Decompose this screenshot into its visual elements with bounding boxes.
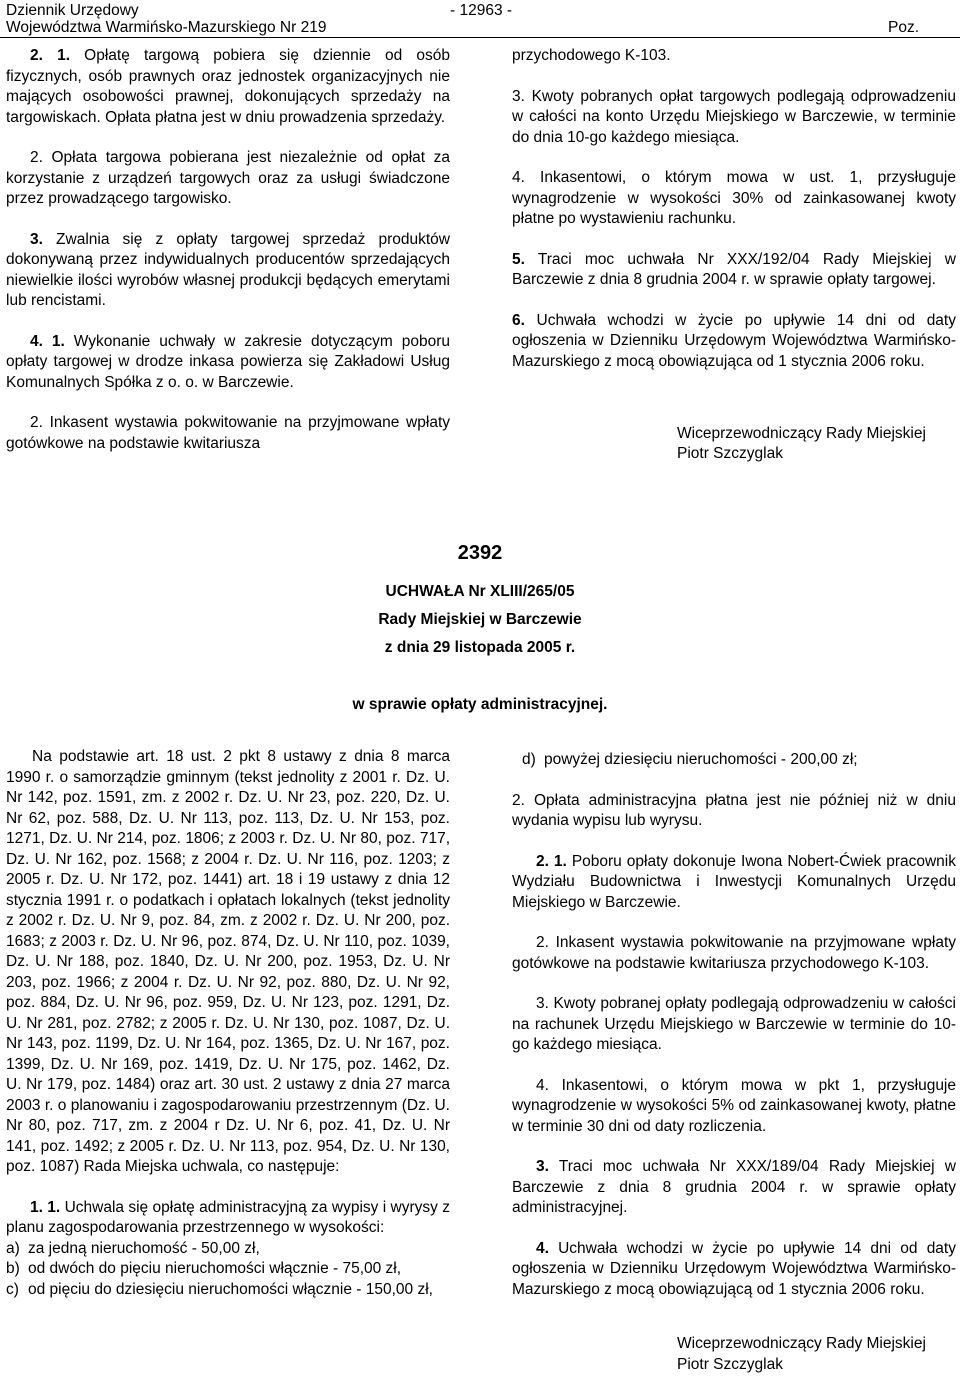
section-number: 5. <box>512 250 525 268</box>
paragraph: 3. Kwoty pobranej opłaty podlegają odprowadzeniu w całości na rachunek Urzędu Miejskiego w Barczewie w terminie do 10-go każdego miesiąca. <box>512 995 956 1053</box>
section-number: 2. 1. <box>30 47 71 64</box>
section-number: 4. <box>536 1239 549 1257</box>
paragraph: 5. Traci moc uchwała Nr XXX/192/04 Rady Miejskiej w Barczewie z dnia 8 grudnia 2004 r. w sprawie opłaty targowej. <box>512 250 956 288</box>
top-right-column <box>512 46 956 372</box>
paragraph: 4. 1. Wykonanie uchwały w zakresie dotyczącym poboru opłaty targowej w drodze inkasa powierza się Zakładowi Usług Komunalnych Spółka z o. o. w Barczewie. <box>6 332 450 391</box>
list-item: a) za jedną nieruchomość - 50,00 zł, <box>6 1239 260 1257</box>
section-number: 4. 1. <box>30 332 65 350</box>
paragraph: 6. Uchwała wchodzi w życie po upływie 14 dni od daty ogłoszenia w Dzienniku Urzędowym Województwa Warmińsko-Mazurskiego z mocą obowiązująca od 1 stycznia 2006 roku. <box>512 311 956 370</box>
resolution-number: 2392 <box>457 542 503 564</box>
paragraph: 3. Traci moc uchwała Nr XXX/189/04 Rady Miejskiej w Barczewie z dnia 8 grudnia 2004 r. w sprawie opłaty administracyjnej. <box>512 1158 956 1216</box>
paragraph: 2. 1. Poboru opłaty dokonuje Iwona Nobert-Ćwiek pracownik Wydziału Budownictwa i Inwestycji Komunalnych Urzędu Miejskiego w Barczewie. <box>512 852 956 911</box>
top-left-column <box>6 46 450 454</box>
paragraph: 2. Inkasent wystawia pokwitowanie na przyjmowane wpłaty gotówkowe na podstawie kwitariusza przychodowego K-103. <box>512 934 956 972</box>
paragraph: 3. Kwoty pobranych opłat targowych podlegają odprowadzeniu w całości na konto Urzędu Miejskiego w Barczewie, w terminie do dnia 10-go każdego miesiąca. <box>512 87 956 146</box>
signature-name: Piotr Szczyglak <box>677 1356 783 1373</box>
signature-name: Piotr Szczyglak <box>677 445 783 462</box>
paragraph: 2. Opłata administracyjna płatna jest nie później niż w dniu wydania wypisu lub wyrysu. <box>512 791 956 829</box>
paragraph: 2. Opłata targowa pobierana jest niezależnie od opłat za korzystanie z urządzeń targowych oraz za usługi świadczone przez prowadzącego targowisko. <box>6 149 450 207</box>
position-label: Poz. <box>888 19 920 36</box>
resolution-title: UCHWAŁA Nr XLIII/265/05 <box>385 583 575 600</box>
paragraph: 3. Zwalnia się z opłaty targowej sprzedaż produktów dokonywaną przez indywidualnych producentów sprzedających niewielkie ilości wyrobów własnej produkcji będących emerytami lub rencistami. <box>6 230 450 309</box>
signature-title: Wiceprzewodniczący Rady Miejskiej <box>677 1335 926 1352</box>
journal-title: Dziennik Urzędowy <box>6 2 139 19</box>
signature-title: Wiceprzewodniczący Rady Miejskiej <box>677 425 926 442</box>
header-rule <box>0 37 960 38</box>
paragraph: przychodowego K-103. <box>512 47 671 64</box>
section-number: 1. 1. <box>30 1198 61 1216</box>
bottom-left-column <box>6 747 450 1300</box>
list-item: c) od pięciu do dziesięciu nieruchomości włącznie - 150,00 zł, <box>6 1280 433 1298</box>
preamble: Na podstawie art. 18 ust. 2 pkt 8 ustawy z dnia 8 marca 1990 r. o samorządzie gminnym (tekst jednolity z 2001 r. Dz. U. Nr 142, poz. 1591, zm. z 2002 r. Dz. U. Nr 23, poz. 220, Dz. U. Nr 62, poz. 588, Dz. U. Nr 113, poz. 113, Dz. U. Nr 153, poz. 1271, Dz. U. Nr 214, poz. 1806; z 2003 r. Dz. U. Nr 80, poz. 717, Dz. U. Nr 162, poz. 1568; z 2004 r. Dz. U. Nr 116, poz. 1203; z 2005 r. Dz. U. Nr 172, poz. 1441) art. 18 i 19 ustawy z dnia 12 stycznia 1991 r. o podatkach i opłatach lokalnych (tekst jednolity z 2002 r. Dz. U. Nr 9, poz. 84, zm. z 2002 r. Dz. U. Nr 200, poz. 1683; z 2003 r. Dz. U. Nr 96, poz. 874, Dz. U. Nr 110, poz. 1039, Dz. U. Nr 188, poz. 1840, Dz. U. Nr 200, poz. 1953, Dz. U. Nr 203, poz. 1966; z 2004 r. Dz. U. Nr 92, poz. 880, Dz. U. Nr 92, poz. 884, Dz. U. Nr 96, poz. 959, Dz. U. Nr 123, poz. 1291, Dz. U. Nr 281, poz. 2782; z 2005 r. Dz. U. Nr 130, poz. 1087, Dz. U. Nr 143, poz. 1199, Dz. U. Nr 164, poz. 1365, Dz. U. Nr 167, poz. 1399, Dz. U. Nr 169, poz. 1419, Dz. U. Nr 175, poz. 1462, Dz. U. Nr 179, poz. 1484) oraz art. 30 ust. 2 ustawy z dnia 27 marca 2003 r. o planowaniu i zagospodarowaniu przestrzennym (Dz. U. Nr 80, poz. 717, zm. z 2004 r Dz. U. Nr 6, poz. 41, Dz. U. Nr 141, poz. 1492; z 2005 r. Dz. U. Nr 113, poz. 954, Dz. U. Nr 130, poz. 1087) Rada Miejska uchwala, co następuje: <box>6 748 450 1175</box>
section-number: 3. <box>536 1158 549 1175</box>
journal-region: Województwa Warmińsko-Mazurskiego Nr 219 <box>6 19 327 36</box>
paragraph: 4. Inkasentowi, o którym mowa w pkt 1, przysługuje wynagrodzenie w wysokości 5% od zainkasowanej kwoty, płatne w terminie 30 dni od daty rozliczenia. <box>512 1076 956 1135</box>
bottom-right-column <box>512 750 956 1300</box>
resolution-body: Rady Miejskiej w Barczewie <box>378 611 582 628</box>
resolution-date: z dnia 29 listopada 2005 r. <box>384 639 576 656</box>
section-number: 6. <box>512 311 525 329</box>
section-number: 3. <box>30 230 43 248</box>
paragraph: 1. 1. Uchwala się opłatę administracyjną za wypisy i wyrysy z planu zagospodarowania przestrzennego w wysokości: <box>6 1198 450 1236</box>
section-number: 2. 1. <box>536 852 567 870</box>
paragraph: 2. 1. Opłatę targową pobiera się dziennie od osób fizycznych, osób prawnych oraz jednostek organizacyjnych nie mających osobowości prawnej, dokonujących sprzedaży na targowiskach. Opłata płatna jest w dniu prowadzenia sprzedaży. <box>6 47 450 126</box>
list-item: b) od dwóch do pięciu nieruchomości włącznie - 75,00 zł, <box>6 1260 402 1277</box>
resolution-subject: w sprawie opłaty administracyjnej. <box>352 696 608 713</box>
list-item: d) powyżej dziesięciu nieruchomości - 200,00 zł; <box>522 751 858 768</box>
paragraph: 4. Uchwała wchodzi w życie po upływie 14 dni od daty ogłoszenia w Dzienniku Urzędowym Województwa Warmińsko-Mazurskiego z mocą obowiązującą od 1 stycznia 2006 roku. <box>512 1239 956 1298</box>
paragraph: 2. Inkasent wystawia pokwitowanie na przyjmowane wpłaty gotówkowe na podstawie kwitariusza <box>6 414 450 452</box>
page-number: - 12963 - <box>450 2 513 19</box>
paragraph: 4. Inkasentowi, o którym mowa w ust. 1, przysługuje wynagrodzenie w wysokości 30% od zainkasowanej kwoty płatne po wystawieniu rachunku. <box>512 169 956 227</box>
